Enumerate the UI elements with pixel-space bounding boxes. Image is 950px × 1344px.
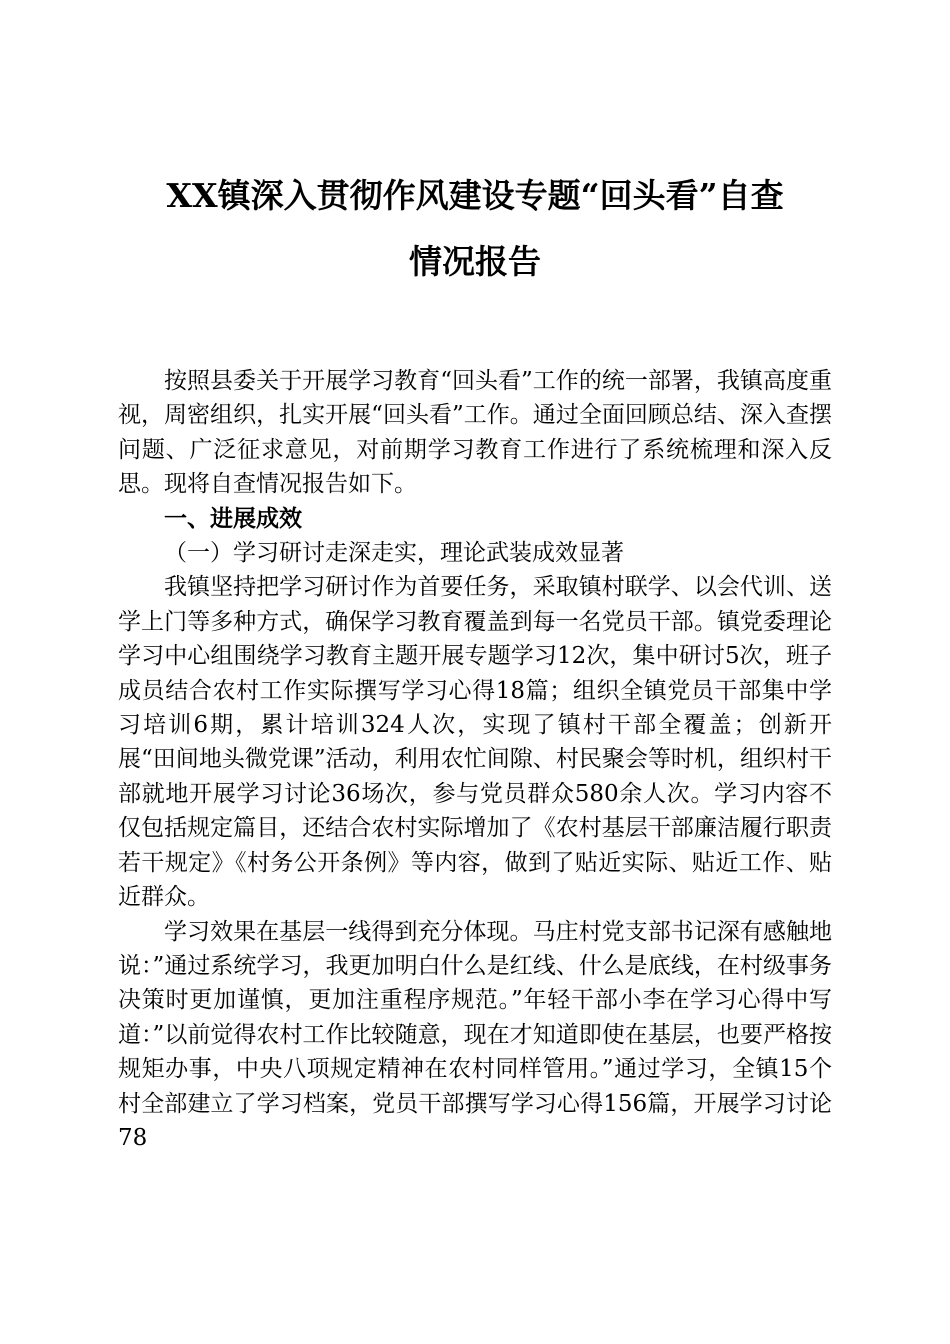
study-paragraph: 我镇坚持把学习研讨作为首要任务，采取镇村联学、以会代训、送学上门等多种方式，确保学习教育覆盖到每一名党员干部。镇党委理论学习中心组围绕学习教育主题开展专题学习12次，集中研讨5次，班子成员结合农村工作实际撰写学习心得18篇；组织全镇党员干部集中学习培训6期，累计培训324人次，实现了镇村干部全覆盖；创新开展“田间地头微党课”活动，利用农忙间隙、村民聚会等时机，组织村干部就地开展学习讨论36场次，参与党员群众580余人次。学习内容不仅包括规定篇目，还结合农村实际增加了《农村基层干部廉洁履行职责若干规定》《村务公开条例》等内容，做到了贴近实际、贴近工作、贴近群众。 [118, 574, 832, 911]
study-effect-paragraph: 学习效果在基层一线得到充分体现。马庄村党支部书记深有感触地说：”通过系统学习，我更加明白什么是红线、什么是底线，在村级事务决策时更加谨慎，更加注重程序规范。”年轻干部小李在学习心得中写道：”以前觉得农村工作比较随意，现在才知道即使在基层，也要严格按规矩办事，中央八项规定精神在农村同样管用。”通过学习，全镇15个村全部建立了学习档案，党员干部撰写学习心得156篇，开展学习讨论78 [118, 918, 832, 1151]
subsection-heading-study: （一）学习研讨走深走实，理论武装成效显著 [164, 540, 624, 567]
intro-paragraph: 按照县委关于开展学习教育“回头看”工作的统一部署，我镇高度重视，周密组织，扎实开展“回头看”工作。通过全面回顾总结、深入查摆问题、广泛征求意见，对前期学习教育工作进行了系统梳理和深入反思。现将自查情况报告如下。 [118, 368, 832, 498]
section-heading-progress: 一、进展成效 [164, 505, 302, 532]
document-body [118, 364, 832, 1155]
document-title-line-2: 情况报告 [409, 242, 541, 281]
document-title-line-1: XX镇深入贯彻作风建设专题“回头看”自查 [166, 176, 784, 215]
